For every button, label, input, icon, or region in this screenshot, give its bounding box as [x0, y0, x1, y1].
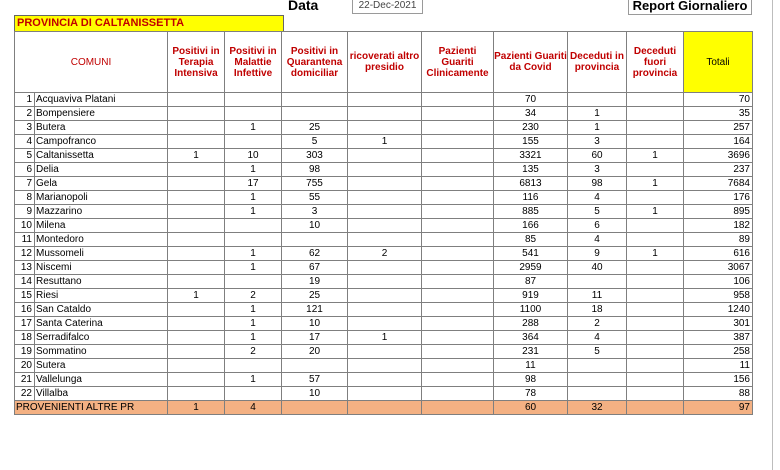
comune-name[interactable]: Bompensiere: [35, 107, 168, 121]
fuori-cell[interactable]: [627, 373, 684, 387]
deceduti-cell[interactable]: 60: [568, 149, 627, 163]
quarantena-cell[interactable]: 17: [282, 331, 348, 345]
row-index[interactable]: 2: [15, 107, 35, 121]
row-index[interactable]: 19: [15, 345, 35, 359]
quarantena-cell[interactable]: [282, 107, 348, 121]
guariti-cell[interactable]: 135: [494, 163, 568, 177]
col-quarantena[interactable]: Positivi in Quarantena domiciliar: [282, 32, 348, 93]
fuori-cell[interactable]: 1: [627, 177, 684, 191]
clinicamente-cell[interactable]: [422, 387, 494, 401]
deceduti-cell[interactable]: [568, 275, 627, 289]
row-index[interactable]: 17: [15, 317, 35, 331]
malattie-cell[interactable]: [225, 219, 282, 233]
terapia-cell[interactable]: 1: [168, 149, 225, 163]
deceduti-cell[interactable]: [568, 387, 627, 401]
fuori-cell[interactable]: 1: [627, 149, 684, 163]
ricoverati-cell[interactable]: [348, 191, 422, 205]
terapia-cell[interactable]: [168, 317, 225, 331]
deceduti-cell[interactable]: [568, 93, 627, 107]
table-row: [15, 93, 753, 107]
ricoverati-cell[interactable]: [348, 275, 422, 289]
terapia-cell[interactable]: [168, 163, 225, 177]
fuori-cell[interactable]: [627, 93, 684, 107]
ricoverati-cell[interactable]: [348, 317, 422, 331]
ricoverati-cell[interactable]: [348, 163, 422, 177]
ricoverati-cell[interactable]: [348, 345, 422, 359]
totale-cell[interactable]: 182: [684, 219, 753, 233]
row-index[interactable]: 16: [15, 303, 35, 317]
table-row: [15, 247, 753, 261]
guariti-cell[interactable]: 11: [494, 359, 568, 373]
malattie-cell[interactable]: [225, 275, 282, 289]
table-row: [15, 261, 753, 275]
clinicamente-cell[interactable]: [422, 303, 494, 317]
deceduti-cell[interactable]: 5: [568, 205, 627, 219]
data-label: Data: [288, 0, 319, 13]
quarantena-cell[interactable]: 3: [282, 205, 348, 219]
ricoverati-cell[interactable]: [348, 107, 422, 121]
col-malattie-infettive[interactable]: Positivi in Malattie Infettive: [225, 32, 282, 93]
ricoverati-cell[interactable]: 2: [348, 247, 422, 261]
table-row: [15, 345, 753, 359]
row-index[interactable]: 14: [15, 275, 35, 289]
report-title: Report Giornaliero: [628, 0, 752, 15]
malattie-cell[interactable]: [225, 359, 282, 373]
deceduti-cell[interactable]: [568, 359, 627, 373]
clinicamente-cell[interactable]: [422, 275, 494, 289]
guariti-cell[interactable]: 885: [494, 205, 568, 219]
guariti-cell[interactable]: 2959: [494, 261, 568, 275]
ricoverati-cell[interactable]: [348, 149, 422, 163]
clinicamente-cell[interactable]: [422, 107, 494, 121]
guariti-cell[interactable]: 87: [494, 275, 568, 289]
totale-cell[interactable]: 616: [684, 247, 753, 261]
ricoverati-cell[interactable]: [348, 233, 422, 247]
col-ricoverati[interactable]: ricoverati altro presidio: [348, 32, 422, 93]
malattie-cell[interactable]: 1: [225, 331, 282, 345]
comune-name[interactable]: Marianopoli: [35, 191, 168, 205]
row-index[interactable]: 11: [15, 233, 35, 247]
fuori-cell[interactable]: [627, 261, 684, 275]
terapia-cell[interactable]: [168, 93, 225, 107]
totale-cell[interactable]: 958: [684, 289, 753, 303]
fuori-cell[interactable]: [627, 233, 684, 247]
fuori-cell[interactable]: [627, 345, 684, 359]
fuori-cell[interactable]: [627, 191, 684, 205]
clinicamente-cell[interactable]: [422, 373, 494, 387]
table-row: [15, 191, 753, 205]
quarantena-cell[interactable]: 55: [282, 191, 348, 205]
fuori-cell[interactable]: [627, 359, 684, 373]
comune-name[interactable]: Niscemi: [35, 261, 168, 275]
date-cell[interactable]: 22-Dec-2021: [352, 0, 423, 14]
quarantena-cell[interactable]: 67: [282, 261, 348, 275]
altre-malattie-cell[interactable]: 4: [225, 401, 282, 415]
malattie-cell[interactable]: 1: [225, 121, 282, 135]
totale-cell[interactable]: 3067: [684, 261, 753, 275]
terapia-cell[interactable]: [168, 387, 225, 401]
terapia-cell[interactable]: [168, 247, 225, 261]
ricoverati-cell[interactable]: 1: [348, 331, 422, 345]
comune-name[interactable]: Montedoro: [35, 233, 168, 247]
table-row: [15, 177, 753, 191]
malattie-cell[interactable]: 17: [225, 177, 282, 191]
totale-cell[interactable]: 387: [684, 331, 753, 345]
quarantena-cell[interactable]: 755: [282, 177, 348, 191]
col-guariti-clinicamente[interactable]: Pazienti Guariti Clinicamente: [422, 32, 494, 93]
ricoverati-cell[interactable]: 1: [348, 135, 422, 149]
fuori-cell[interactable]: [627, 163, 684, 177]
malattie-cell[interactable]: 1: [225, 205, 282, 219]
row-index[interactable]: 5: [15, 149, 35, 163]
clinicamente-cell[interactable]: [422, 289, 494, 303]
malattie-cell[interactable]: [225, 233, 282, 247]
comune-name[interactable]: Sommatino: [35, 345, 168, 359]
deceduti-cell[interactable]: 2: [568, 317, 627, 331]
fuori-cell[interactable]: [627, 219, 684, 233]
deceduti-cell[interactable]: [568, 373, 627, 387]
guariti-cell[interactable]: 231: [494, 345, 568, 359]
totale-cell[interactable]: 7684: [684, 177, 753, 191]
col-deceduti-provincia[interactable]: Deceduti in provincia: [568, 32, 627, 93]
guariti-cell[interactable]: 3321: [494, 149, 568, 163]
totale-cell[interactable]: 70: [684, 93, 753, 107]
table-row: [15, 373, 753, 387]
malattie-cell[interactable]: 1: [225, 163, 282, 177]
altre-quarantena-cell[interactable]: [282, 401, 348, 415]
quarantena-cell[interactable]: 20: [282, 345, 348, 359]
malattie-cell[interactable]: 1: [225, 191, 282, 205]
totale-cell[interactable]: 11: [684, 359, 753, 373]
fuori-cell[interactable]: [627, 317, 684, 331]
deceduti-cell[interactable]: 4: [568, 233, 627, 247]
quarantena-cell[interactable]: [282, 233, 348, 247]
totale-cell[interactable]: 89: [684, 233, 753, 247]
row-index[interactable]: 13: [15, 261, 35, 275]
row-index[interactable]: 10: [15, 219, 35, 233]
table-row: [15, 289, 753, 303]
clinicamente-cell[interactable]: [422, 359, 494, 373]
terapia-cell[interactable]: [168, 191, 225, 205]
table-row: [15, 303, 753, 317]
clinicamente-cell[interactable]: [422, 121, 494, 135]
clinicamente-cell[interactable]: [422, 219, 494, 233]
table-row: [15, 107, 753, 121]
fuori-cell[interactable]: [627, 387, 684, 401]
clinicamente-cell[interactable]: [422, 247, 494, 261]
comune-name[interactable]: Serradifalco: [35, 331, 168, 345]
comune-name[interactable]: Acquaviva Platani: [35, 93, 168, 107]
table-row: [15, 331, 753, 345]
guariti-cell[interactable]: 98: [494, 373, 568, 387]
terapia-cell[interactable]: [168, 331, 225, 345]
malattie-cell[interactable]: [225, 93, 282, 107]
row-index[interactable]: 20: [15, 359, 35, 373]
clinicamente-cell[interactable]: [422, 205, 494, 219]
guariti-cell[interactable]: 34: [494, 107, 568, 121]
comune-name[interactable]: Resuttano: [35, 275, 168, 289]
quarantena-cell[interactable]: 10: [282, 219, 348, 233]
totale-cell[interactable]: 164: [684, 135, 753, 149]
deceduti-cell[interactable]: 3: [568, 163, 627, 177]
deceduti-cell[interactable]: 4: [568, 191, 627, 205]
totale-cell[interactable]: 35: [684, 107, 753, 121]
guariti-cell[interactable]: 364: [494, 331, 568, 345]
row-index[interactable]: 1: [15, 93, 35, 107]
fuori-cell[interactable]: [627, 289, 684, 303]
quarantena-cell[interactable]: [282, 359, 348, 373]
ricoverati-cell[interactable]: [348, 387, 422, 401]
deceduti-cell[interactable]: 6: [568, 219, 627, 233]
ricoverati-cell[interactable]: [348, 373, 422, 387]
malattie-cell[interactable]: 1: [225, 247, 282, 261]
fuori-cell[interactable]: [627, 135, 684, 149]
clinicamente-cell[interactable]: [422, 317, 494, 331]
comune-name[interactable]: Sutera: [35, 359, 168, 373]
row-index[interactable]: 12: [15, 247, 35, 261]
col-terapia-intensiva[interactable]: Positivi in Terapia Intensiva: [168, 32, 225, 93]
totale-cell[interactable]: 106: [684, 275, 753, 289]
terapia-cell[interactable]: [168, 135, 225, 149]
malattie-cell[interactable]: [225, 135, 282, 149]
comune-name[interactable]: Riesi: [35, 289, 168, 303]
totale-cell[interactable]: 88: [684, 387, 753, 401]
row-index[interactable]: 21: [15, 373, 35, 387]
totale-cell[interactable]: 237: [684, 163, 753, 177]
quarantena-cell[interactable]: 303: [282, 149, 348, 163]
ricoverati-cell[interactable]: [348, 359, 422, 373]
deceduti-cell[interactable]: 1: [568, 107, 627, 121]
guariti-cell[interactable]: 85: [494, 233, 568, 247]
clinicamente-cell[interactable]: [422, 149, 494, 163]
altre-province-row: [15, 401, 753, 415]
comune-name[interactable]: Mazzarino: [35, 205, 168, 219]
comune-name[interactable]: San Cataldo: [35, 303, 168, 317]
ricoverati-cell[interactable]: [348, 219, 422, 233]
guariti-cell[interactable]: 919: [494, 289, 568, 303]
deceduti-cell[interactable]: 11: [568, 289, 627, 303]
col-comuni[interactable]: COMUNI: [15, 32, 168, 93]
ricoverati-cell[interactable]: [348, 303, 422, 317]
altre-terapia-cell[interactable]: 1: [168, 401, 225, 415]
row-index[interactable]: 18: [15, 331, 35, 345]
col-totali[interactable]: Totali: [684, 32, 753, 93]
terapia-cell[interactable]: [168, 345, 225, 359]
deceduti-cell[interactable]: 9: [568, 247, 627, 261]
terapia-cell[interactable]: [168, 205, 225, 219]
guariti-cell[interactable]: 6813: [494, 177, 568, 191]
clinicamente-cell[interactable]: [422, 345, 494, 359]
table-row: [15, 359, 753, 373]
malattie-cell[interactable]: 2: [225, 289, 282, 303]
deceduti-cell[interactable]: 1: [568, 121, 627, 135]
col-guariti-covid[interactable]: Pazienti Guariti da Covid: [494, 32, 568, 93]
row-index[interactable]: 4: [15, 135, 35, 149]
table-row: [15, 387, 753, 401]
altre-fuori-cell[interactable]: [627, 401, 684, 415]
fuori-cell[interactable]: [627, 275, 684, 289]
table-row: [15, 317, 753, 331]
fuori-cell[interactable]: [627, 107, 684, 121]
ricoverati-cell[interactable]: [348, 289, 422, 303]
clinicamente-cell[interactable]: [422, 177, 494, 191]
ricoverati-cell[interactable]: [348, 93, 422, 107]
clinicamente-cell[interactable]: [422, 135, 494, 149]
col-deceduti-fuori[interactable]: Deceduti fuori provincia: [627, 32, 684, 93]
totale-cell[interactable]: 258: [684, 345, 753, 359]
comune-name[interactable]: Santa Caterina: [35, 317, 168, 331]
altre-deceduti-cell[interactable]: 32: [568, 401, 627, 415]
quarantena-cell[interactable]: 62: [282, 247, 348, 261]
quarantena-cell[interactable]: 10: [282, 387, 348, 401]
comune-name[interactable]: Mussomeli: [35, 247, 168, 261]
terapia-cell[interactable]: [168, 233, 225, 247]
comune-name[interactable]: Butera: [35, 121, 168, 135]
clinicamente-cell[interactable]: [422, 331, 494, 345]
table-row: [15, 275, 753, 289]
row-index[interactable]: 3: [15, 121, 35, 135]
malattie-cell[interactable]: 2: [225, 345, 282, 359]
fuori-cell[interactable]: 1: [627, 247, 684, 261]
altre-clinicamente-cell[interactable]: [422, 401, 494, 415]
malattie-cell[interactable]: 1: [225, 317, 282, 331]
guariti-cell[interactable]: 155: [494, 135, 568, 149]
clinicamente-cell[interactable]: [422, 191, 494, 205]
ricoverati-cell[interactable]: [348, 177, 422, 191]
deceduti-cell[interactable]: 5: [568, 345, 627, 359]
altre-ricoverati-cell[interactable]: [348, 401, 422, 415]
totale-cell[interactable]: 3696: [684, 149, 753, 163]
province-title: PROVINCIA DI CALTANISSETTA: [14, 15, 284, 32]
ricoverati-cell[interactable]: [348, 205, 422, 219]
terapia-cell[interactable]: [168, 373, 225, 387]
totale-cell[interactable]: 895: [684, 205, 753, 219]
comune-name[interactable]: Villalba: [35, 387, 168, 401]
comune-name[interactable]: Campofranco: [35, 135, 168, 149]
comune-name[interactable]: Vallelunga: [35, 373, 168, 387]
guariti-cell[interactable]: 78: [494, 387, 568, 401]
table-row: [15, 135, 753, 149]
table-row: [15, 219, 753, 233]
totale-cell[interactable]: 156: [684, 373, 753, 387]
quarantena-cell[interactable]: 57: [282, 373, 348, 387]
terapia-cell[interactable]: [168, 303, 225, 317]
table-row: [15, 233, 753, 247]
guariti-cell[interactable]: 116: [494, 191, 568, 205]
row-index[interactable]: 22: [15, 387, 35, 401]
deceduti-cell[interactable]: 4: [568, 331, 627, 345]
totale-cell[interactable]: 176: [684, 191, 753, 205]
quarantena-cell[interactable]: 98: [282, 163, 348, 177]
quarantena-cell[interactable]: 25: [282, 289, 348, 303]
terapia-cell[interactable]: [168, 121, 225, 135]
malattie-cell[interactable]: [225, 387, 282, 401]
malattie-cell[interactable]: 1: [225, 303, 282, 317]
quarantena-cell[interactable]: 19: [282, 275, 348, 289]
deceduti-cell[interactable]: 3: [568, 135, 627, 149]
guariti-cell[interactable]: 1100: [494, 303, 568, 317]
totale-cell[interactable]: 257: [684, 121, 753, 135]
quarantena-cell[interactable]: 10: [282, 317, 348, 331]
row-index[interactable]: 15: [15, 289, 35, 303]
quarantena-cell[interactable]: 121: [282, 303, 348, 317]
deceduti-cell[interactable]: 98: [568, 177, 627, 191]
terapia-cell[interactable]: [168, 177, 225, 191]
terapia-cell[interactable]: [168, 219, 225, 233]
totale-cell[interactable]: 1240: [684, 303, 753, 317]
deceduti-cell[interactable]: 40: [568, 261, 627, 275]
malattie-cell[interactable]: 1: [225, 373, 282, 387]
quarantena-cell[interactable]: [282, 93, 348, 107]
altre-totale-cell[interactable]: 97: [684, 401, 753, 415]
fuori-cell[interactable]: [627, 121, 684, 135]
terapia-cell[interactable]: [168, 261, 225, 275]
malattie-cell[interactable]: [225, 107, 282, 121]
comune-name[interactable]: Caltanissetta: [35, 149, 168, 163]
comune-name[interactable]: Milena: [35, 219, 168, 233]
guariti-cell[interactable]: 166: [494, 219, 568, 233]
row-index[interactable]: 6: [15, 163, 35, 177]
malattie-cell[interactable]: 1: [225, 261, 282, 275]
table-row: [15, 205, 753, 219]
row-index[interactable]: 8: [15, 191, 35, 205]
fuori-cell[interactable]: [627, 303, 684, 317]
clinicamente-cell[interactable]: [422, 163, 494, 177]
row-index[interactable]: 9: [15, 205, 35, 219]
clinicamente-cell[interactable]: [422, 233, 494, 247]
quarantena-cell[interactable]: 5: [282, 135, 348, 149]
fuori-cell[interactable]: 1: [627, 205, 684, 219]
fuori-cell[interactable]: [627, 331, 684, 345]
clinicamente-cell[interactable]: [422, 93, 494, 107]
table-row: [15, 149, 753, 163]
ricoverati-cell[interactable]: [348, 121, 422, 135]
terapia-cell[interactable]: [168, 359, 225, 373]
report-table: [14, 31, 753, 415]
row-index[interactable]: 7: [15, 177, 35, 191]
guariti-cell[interactable]: 541: [494, 247, 568, 261]
deceduti-cell[interactable]: 18: [568, 303, 627, 317]
guariti-cell[interactable]: 70: [494, 93, 568, 107]
table-row: [15, 121, 753, 135]
ricoverati-cell[interactable]: [348, 261, 422, 275]
guariti-cell[interactable]: 288: [494, 317, 568, 331]
guariti-cell[interactable]: 230: [494, 121, 568, 135]
malattie-cell[interactable]: 10: [225, 149, 282, 163]
table-row: [15, 163, 753, 177]
comune-name[interactable]: Delia: [35, 163, 168, 177]
quarantena-cell[interactable]: 25: [282, 121, 348, 135]
totale-cell[interactable]: 301: [684, 317, 753, 331]
terapia-cell[interactable]: [168, 275, 225, 289]
clinicamente-cell[interactable]: [422, 261, 494, 275]
comune-name[interactable]: Gela: [35, 177, 168, 191]
terapia-cell[interactable]: [168, 107, 225, 121]
header-row: [15, 32, 753, 93]
altre-guariti-cell[interactable]: 60: [494, 401, 568, 415]
terapia-cell[interactable]: 1: [168, 289, 225, 303]
altre-province-label[interactable]: PROVENIENTI ALTRE PR: [15, 401, 168, 415]
